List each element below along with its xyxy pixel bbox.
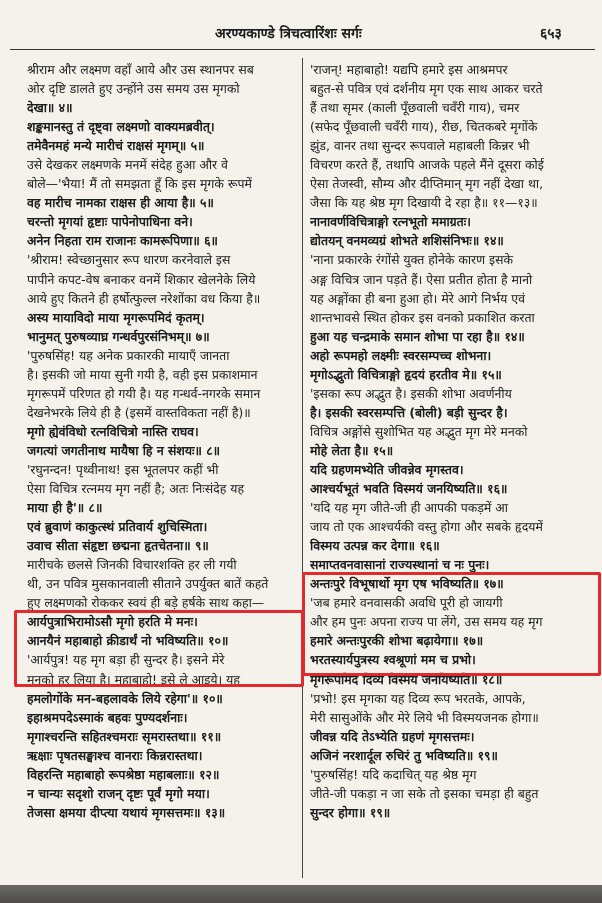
text-line: देखनेभरके लिये ही है (इसमें वास्तविकता नहीं है)॥ [27,404,251,420]
text-line: समाप्तवनवासानां राज्यस्थानां च नः पुनः। [310,557,490,573]
text-line: विहरन्ति महाबाहो रूपश्रेष्ठा महाबलाः॥ १२॥ [27,766,220,782]
right-column [310,60,594,822]
text-line: नानावर्णविचित्राङ्गो रत्नभूतो ममाग्रतः। [310,214,471,230]
text-line: शङ्कमानस्तु तं दृष्ट्वा लक्ष्मणो वाक्यमब्रवीत्। [27,119,215,135]
text-line: मनको हर लिया है। महाबाहो! इसे ले आइये। यह [27,671,240,687]
text-line: आनयैनं महाबाहो क्रीडार्थं नो भविष्यति॥ १०॥ [27,633,229,649]
text-line: मृगोऽद्भुतो विचित्राङ्गो हृदयं हरतीव मे॥ १५॥ [310,366,502,382]
column-divider [302,58,303,878]
text-line: इहाश्रमपदेऽस्माकं बहवः पुण्यदर्शनाः। [27,709,188,725]
text-line: तेजसा क्षमया दीप्त्या यथायं मृगसत्तमः॥ १३॥ [27,804,226,820]
text-line: 'प्रभो! इस मृगका यह दिव्य रूप भरतके, आपके, [310,690,526,706]
text-line: हमलोगोंके मन-बहलावके लिये रहेगा'॥ १०॥ [27,690,223,706]
text-line: पापीने कपट-वेष बनाकर वनमें शिकार खेलनेके लिये [27,271,256,287]
text-line: अहो रूपमहो लक्ष्मीः स्वरसम्पच्च शोभना। [310,347,492,363]
text-line: मृगरूपमिदं दिव्यं विस्मयं जनयिष्यति॥ १८॥ [310,671,503,687]
text-line: हैं तथा सृमर (काली पूँछवाली चवँरी गाय), चमर [310,100,520,116]
text-line: मेरी सासुओंके और मेरे लिये भी विस्मयजनक होगा॥ [310,709,539,725]
header-rule [10,49,595,50]
text-line: विचरण करते हैं, तथापि आजके पहले मैंने दूसरा कोई [310,157,544,173]
text-line: 'राजन्! महाबाहो! यद्यपि हमारे इस आश्रमपर [310,62,508,77]
text-line: बहुत-से पवित्र एवं दर्शनीय मृग एक साथ आकर चरते [310,81,543,97]
text-line: अङ्ग विचित्र जान पड़ते हैं। ऐसा प्रतीत होता है मानो [310,271,533,287]
text-line: देखा॥ ४॥ [27,100,73,116]
highlight-box-verse-17 [302,572,601,676]
text-line: भानुमत् पुरुषव्याघ्र गन्धर्वपुरसंनिभम्॥ ७॥ [27,328,210,344]
text-line: मारीचके छलसे जिनकी विचारशक्ति हर ली गयी [27,557,237,573]
text-line: उवाच सीता संहृष्टा छद्मना हृतचेतना॥ ९॥ [27,538,209,554]
text-line: झुंड, वानर तथा सुन्दर रूपवाले महाबली किन्नर भी [310,138,530,154]
text-line: न चान्यः सदृशो राजन् दृष्टः पूर्वं मृगो मया। [27,785,210,801]
text-line: मृगो ह्येवंविधो रत्नविचित्रो नास्ति राघव। [27,423,199,439]
text-line: मृगरूपमें परिणत हो गयी है। यह गन्धर्व-नगरके समान [27,385,261,401]
text-line: चरन्तो मृगयां हृष्टाः पापेनोपाधिना वने। [27,214,193,230]
text-line: ऋक्षाः पृषतसङ्घाश्च वानराः किन्नरास्तथा। [27,747,203,763]
text-line: जैसा कि यह श्रेष्ठ मृग दिखायी दे रहा है॥ ११—१३॥ [310,195,538,211]
text-line: यदि ग्रहणमभ्येति जीवन्नेव मृगस्तव। [310,461,464,477]
text-line: 'जब हमारे वनवासकी अवधि पूरी हो जायगी [310,595,503,611]
page-number: ६५३ [540,26,562,42]
left-column [27,60,297,822]
text-line: आये हुए कितने ही हर्षोत्फुल्ल नरेशोंका वध किया है॥ [27,290,261,306]
text-line: मोहे लेता है॥ १५॥ [310,442,394,458]
text-line: 'नाना प्रकारके रंगोंसे युक्त होनेके कारण इसके [310,252,513,268]
text-line: है। इसकी स्वरसम्पत्ति (बोली) बड़ी सुन्दर है। [310,404,508,420]
text-line: है। इसकी जो माया सुनी गयी है, वही इस प्रकाशमान [27,366,258,382]
text-line: 'पुरुषसिंह! यह अनेक प्रकारकी मायाएँ जानता [27,347,230,363]
highlight-box-verse-10 [14,610,304,687]
text-line: 'आर्यपुत्र! यह मृग बड़ा ही सुन्दर है। इसने मेरे [27,652,225,668]
text-line: अजिनं नरशार्दूल रुचिरं तु भविष्यति॥ १९॥ [310,747,498,763]
text-line: ऐसा तेजस्वी, सौम्य और दीप्तिमान् मृग नहीं देखा था, [310,176,544,192]
text-line: अन्तःपुरे विभूषार्थो मृग एष भविष्यति॥ १७॥ [310,576,504,592]
text-line: (सफेद पूँछवाली चवँरी गाय), रीछ, चितकबरे मृगोंके [310,119,538,135]
text-line: वह मारीच नामका राक्षस ही आया है॥ ५॥ [27,195,214,211]
text-line: और हम पुनः अपना राज्य पा लेंगे, उस समय यह मृग [310,614,543,630]
text-line: ओर दृष्टि डालते हुए उन्होंने उस समय उस मृगको [27,81,240,97]
text-line: 'यदि यह मृग जीते-जी ही आपकी पकड़में आ [310,500,508,516]
text-line: शान्तभावसे स्थित होकर इस वनको प्रकाशित करता [310,309,535,325]
text-line: आश्चर्यभूतं भवति विस्मयं जनयिष्यति॥ १६॥ [310,481,508,497]
text-line: मृगाश्चरन्ति सहितश्चमराः सृमरास्तथा॥ ११॥ [27,728,222,744]
text-line: माया ही है'॥ ८॥ [27,500,103,516]
text-line: हुए लक्ष्मणको रोककर स्वयं ही बड़े हर्षके साथ कहा— [27,595,265,611]
text-line: उसे देखकर लक्ष्मणके मनमें संदेह हुआ और वे [27,157,228,173]
page-bottom-shadow [0,885,602,903]
text-line: 'इसका रूप अद्भुत है। इसकी शोभा अवर्णनीय [310,385,512,401]
text-line: 'रघुनन्दन! पृथ्वीनाथ! इस भूतलपर कहीं भी [27,461,219,477]
text-line: अनेन निहता राम राजानः कामरूपिणा॥ ६॥ [27,233,218,249]
text-line: बोले—'भैया! मैं तो समझता हूँ कि इस मृगके रूपमें [27,176,252,192]
text-line: 'पुरुषसिंह! यदि कदाचित् यह श्रेष्ठ मृग [310,766,477,782]
chapter-title: अरण्यकाण्डे त्रिचत्वारिंशः सर्गः [215,26,362,42]
text-line: एवं ब्रुवाणं काकुत्स्थं प्रतिवार्य शुचिस्मिता। [27,519,208,535]
text-line: श्रीराम और लक्ष्मण वहाँ आये और उस स्थानपर सब [27,62,254,77]
text-line: विस्मय उत्पन्न कर देगा॥ १६॥ [310,538,440,554]
text-line: जीते-जी पकड़ा न जा सके तो इसका चमड़ा ही बहुत [310,785,539,801]
text-line: द्योतयन् वनमव्यग्रं शोभते शशिसंनिभः॥ १४॥ [310,233,504,249]
text-line: विचित्र अङ्गोंसे सुशोभित यह अद्भुत मृग मेरे मनको [310,423,528,439]
page-header [0,22,602,46]
text-line: अस्य मायाविदो माया मृगरूपमिदं कृतम्। [27,309,205,325]
text-line: 'श्रीराम! स्वेच्छानुसार रूप धारण करनेवाले इस [27,252,231,268]
text-line: ऐसा विचित्र रत्नमय मृग नहीं है; अतः निःसंदेह यह [27,481,245,497]
text-line: तमेवैनमहं मन्ये मारीचं राक्षसं मृगम्॥ ५॥ [27,138,205,154]
text-line: हुआ यह चन्द्रमाके समान शोभा पा रहा है॥ १४॥ [310,328,525,344]
text-line: हमारे अन्तःपुरकी शोभा बढ़ायेगा॥ १७॥ [310,633,484,649]
text-line: जाय तो एक आश्चर्यकी वस्तु होगा और सबके हृदयमें [310,519,543,535]
text-line: सुन्दर होगा॥ १९॥ [310,804,391,820]
text-line: यह अङ्गोंका ही बना हुआ हो। मेरे आगे निर्भय एवं [310,290,525,306]
text-line: थी, उन पवित्र मुसकानवाली सीताने उपर्युक्त बातें कहते [27,576,269,592]
text-line: जीवन्न यदि तेऽभ्येति ग्रहणं मृगसत्तमः। [310,728,475,744]
text-line: आर्यपुत्राभिरामोऽसौ मृगो हरति मे मनः। [27,614,198,630]
text-line: जगत्यां जगतीनाथ मायैषा हि न संशयः॥ ८॥ [27,442,221,458]
text-line: भरतस्यार्यपुत्रस्य श्वश्रूणां मम च प्रभो। [310,652,476,668]
